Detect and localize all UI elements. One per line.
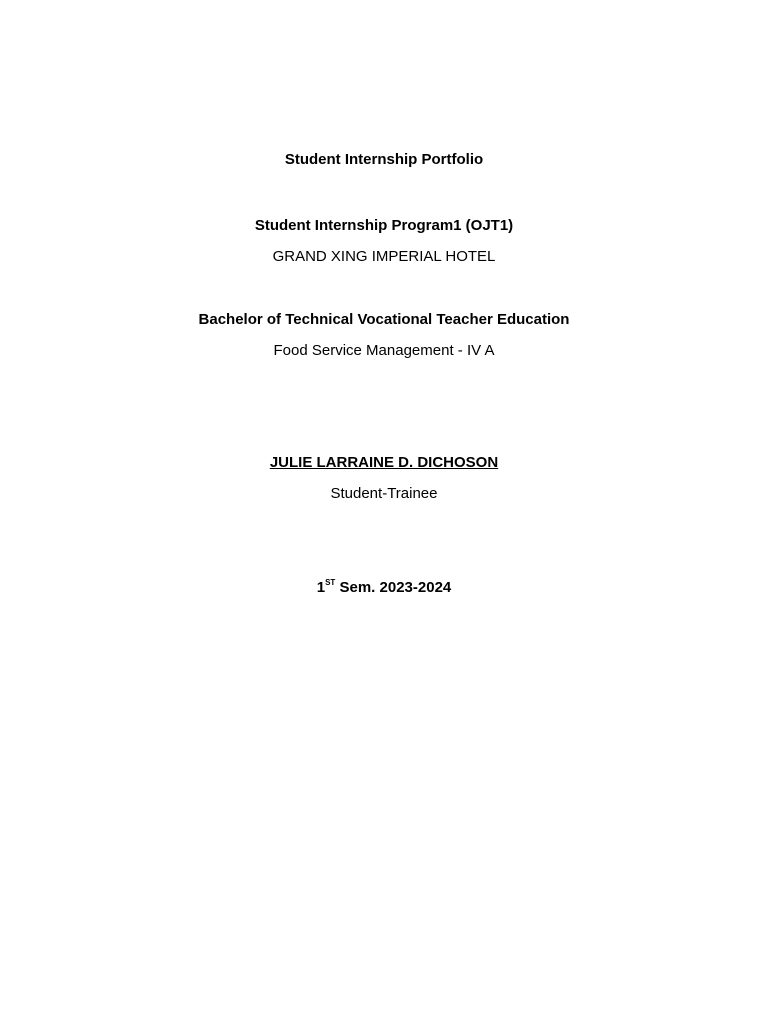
student-role: Student-Trainee [330,485,438,502]
semester-ordinal-suffix: ST [325,578,336,587]
semester-number: 1 [316,579,326,596]
portfolio-title: Student Internship Portfolio [284,151,484,168]
major-section: Food Service Management - IV A [273,342,495,359]
program-title: Student Internship Program1 (OJT1) [254,217,514,234]
semester-line [0,579,768,597]
hotel-name: GRAND XING IMPERIAL HOTEL [272,248,496,265]
student-name: JULIE LARRAINE D. DICHOSON [269,454,499,471]
semester-year: Sem. 2023-2024 [335,579,452,596]
degree-title: Bachelor of Technical Vocational Teacher Education [198,311,570,328]
